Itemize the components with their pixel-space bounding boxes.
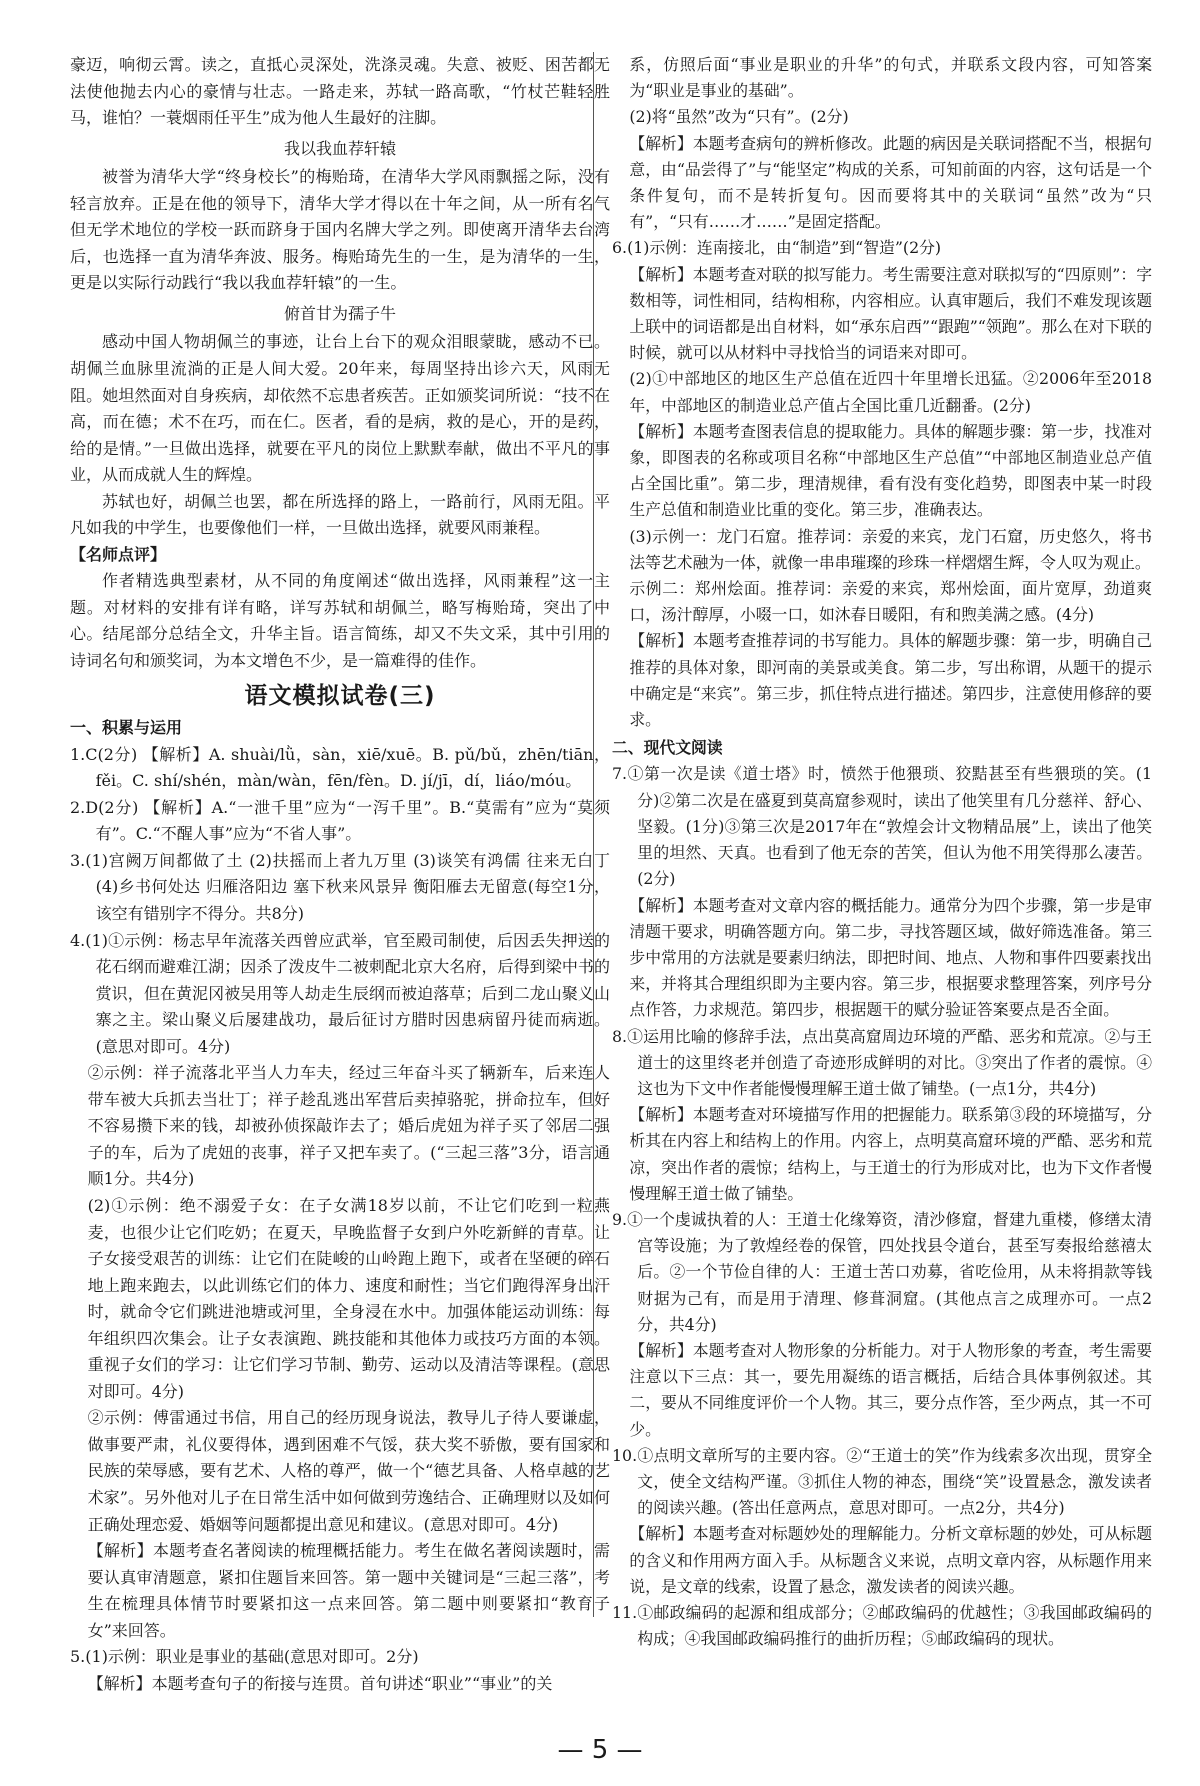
essay-paragraph: 苏轼也好，胡佩兰也罢，都在所选择的路上，一路前行，风雨无阻。平凡如我的中学生，也要像他们一样，一旦做出选择，就要风雨兼程。 bbox=[70, 491, 610, 538]
left-column bbox=[70, 52, 610, 1697]
analysis-text: 【解析】本题考查对环境描写作用的把握能力。联系第③段的环境描写，分析其在内容上和结构上的作用。内容上，点明莫高窟环境的严酷、恶劣和荒凉，突出作者的震惊；结构上，与王道士的行为形成对比，也为下文作者慢慢理解王道士做了铺垫。 bbox=[629, 1105, 1152, 1203]
answer-item: 6.(1)示例：连南接北，由“制造”到“智造”(2分) bbox=[612, 238, 942, 258]
analysis-text: 【解析】本题考查句子的衔接与连贯。首句讲述“职业”“事业”的关 bbox=[87, 1673, 553, 1693]
answer-item: 2.D(2分) 【解析】A.“一泄千里”应为“一泻千里”。B.“莫需有”应为“莫须有”。C.“不醒人事”应为“不省人事”。 bbox=[70, 797, 610, 844]
answer-item: (2)将“虽然”改为“只有”。(2分) bbox=[629, 107, 849, 127]
answer-item: 4.(1)①示例：杨志早年流落关西曾应武举，官至殿司制使，后因丢失押送的花石纲而避难江湖；因杀了泼皮牛二被刺配北京大名府，后得到梁中书的赏识，但在黄泥冈被吴用等人劫走生辰纲而被迫落草；后到二龙山聚义山寨之主。梁山聚义后屡建战功，最后征讨方腊时因患病留丹徒而病逝。(意思对即可。4分) bbox=[70, 930, 610, 1056]
answer-item: 1.C(2分) 【解析】A. shuài/lǜ，sàn，xiē/xuē。B. pǔ/bǔ，zhēn/tiān，fěi。C. shí/shén，màn/wàn，fēn/fèn。D. jí/jī，dí，liáo/móu。 bbox=[70, 744, 610, 791]
essay-paragraph: 感动中国人物胡佩兰的事迹，让台上台下的观众泪眼蒙眬，感动不已。胡佩兰血脉里流淌的正是人间大爱。20年来，每周坚持出诊六天，风雨无阻。她坦然面对自身疾病，却依然不忘患者疾苦。正如颁奖词所说：“技不在高，而在德；术不在巧，而在仁。医者，看的是病，救的是心，开的是药，给的是情。”一旦做出选择，就要在平凡的岗位上默默奉献，做出不平凡的事业，从而成就人生的辉煌。 bbox=[70, 332, 610, 485]
essay-intro: 豪迈，响彻云霄。读之，直抵心灵深处，洗涤灵魂。失意、被贬、困苦都无法使他抛去内心的豪情与壮志。一路走来，苏轼一路高歌，“竹杖芒鞋轻胜马，谁怕？一蓑烟雨任平生”成为他人生最好的注脚。 bbox=[70, 55, 610, 128]
analysis-text: 【解析】本题考查图表信息的提取能力。具体的解题步骤：第一步，找准对象，即图表的名称或项目名称“中部地区生产总值”“中部地区制造业总产值占全国比重”。第二步，理清规律，看有没有变化趋势，即图表中某一时段生产总值和制造业比重的变化。第三步，准确表达。 bbox=[629, 421, 1152, 520]
answer-item: 3.(1)宫阙万间都做了土 (2)扶摇而上者九万里 (3)谈笑有鸿儒 往来无白丁 (4)乡书何处达 归雁洛阳边 塞下秋来风景异 衡阳雁去无留意(每空1分，该空有错别字不得分。共8分) bbox=[70, 850, 610, 923]
answer-item: 5.(1)示例：职业是事业的基础(意思对即可。2分) bbox=[70, 1647, 419, 1667]
answer-item: (3)示例一：龙门石窟。推荐词：亲爱的来宾，龙门石窟，历史悠久，将书法等艺术融为一体，就像一串串璀璨的珍珠一样熠熠生辉，令人叹为观止。 bbox=[629, 526, 1152, 572]
section-heading-2: 二、现代文阅读 bbox=[612, 738, 723, 758]
answer-item: (2)①示例：绝不溺爱子女：在子女满18岁以前，不让它们吃到一粒燕麦，也很少让它们吃奶；在夏天，早晚监督子女到户外吃新鲜的青草。让子女接受艰苦的训练：让它们在陡峻的山岭跑上跑下，或者在坚硬的碎石地上跑来跑去，以此训练它们的体力、速度和耐性；当它们跑得浑身出汗时，就命令它们跳进池塘或河里，全身浸在水中。加强体能运动训练：每年组织四次集会。让子女表演跑、跳技能和其他体力或技巧方面的本领。重视子女们的学习：让它们学习节制、勤劳、运动以及清洁等课程。(意思对即可。4分) bbox=[87, 1195, 610, 1401]
analysis-text: 【解析】本题考查对文章内容的概括能力。通常分为四个步骤，第一步是审清题干要求，明确答题方向。第二步，寻找答题区域，做好筛选准备。第三步中常用的方法就是要素归纳法，即把时间、地点、人物和事件四要素找出来，并将其合理组织即为主要内容。第三步，根据要求整理答案，列序号分点作答，力求规范。第四步，根据题干的赋分验证答案要点是否全面。 bbox=[629, 895, 1152, 1020]
answer-item: ②示例：傅雷通过书信，用自己的经历现身说法，教导儿子待人要谦虚，做事要严肃，礼仪要得体，遇到困难不气馁，获大奖不骄傲，要有国家和民族的荣辱感，要有艺术、人格的尊严，做一个“德艺具备、人格卓越的艺术家”。另外他对儿子在日常生活中如何做到劳逸结合、正确理财以及如何正确处理恋爱、婚姻等问题都提出意见和建议。(意思对即可。4分) bbox=[87, 1408, 610, 1534]
analysis-text: 【解析】本题考查对联的拟写能力。考生需要注意对联拟写的“四原则”：字数相等，词性相同，结构相称，内容相应。认真审题后，我们不难发现该题上联中的词语都是出自材料，如“承东启西”“跟跑”“领跑”。那么在对下联的时候，就可以从材料中寻找恰当的词语来对即可。 bbox=[629, 264, 1152, 363]
section-heading-1: 一、积累与运用 bbox=[70, 718, 183, 738]
answer-item: 7.①第一次是读《道士塔》时，愤然于他猥琐、狡黠甚至有些猥琐的笑。(1分)②第二次是在盛夏到莫高窟参观时，读出了他笑里有几分慈祥、舒心、坚毅。(1分)③第三次是2017年在“敦煌会计文物精品展”上，读出了他笑里的坦然、天真。也看到了他无奈的苦笑，但认为他不用笑得那么凄苦。(2分) bbox=[612, 764, 1152, 889]
answer-item: 11.①邮政编码的起源和组成部分；②邮政编码的优越性；③我国邮政编码的构成；④我国邮政编码推行的曲折历程；⑤邮政编码的现状。 bbox=[612, 1602, 1152, 1649]
exam-title: 语文模拟试卷(三) bbox=[244, 682, 436, 709]
essay-subheading-1: 我以我血荐轩辕 bbox=[283, 138, 396, 158]
review-text: 作者精选典型素材，从不同的角度阐述“做出选择，风雨兼程”这一主题。对材料的安排有详有略，详写苏轼和胡佩兰，略写梅贻琦，突出了中心。结尾部分总结全文，升华主旨。语言简练，却又不失文采，其中引用的诗词名句和颁奖词，为本文增色不少，是一篇难得的佳作。 bbox=[70, 571, 610, 671]
review-label: 【名师点评】 bbox=[70, 544, 167, 564]
page-number: — 5 — bbox=[557, 1735, 643, 1765]
answer-item: 示例二：郑州烩面。推荐词：亲爱的来宾，郑州烩面，面片宽厚，劲道爽口，汤汁醇厚，小啜一口，如沐春日暖阳，有和煦美满之感。(4分) bbox=[629, 579, 1152, 625]
right-column bbox=[612, 52, 1152, 1652]
answer-item: ②示例：祥子流落北平当人力车夫，经过三年奋斗买了辆新车，后来连人带车被大兵抓去当壮丁；祥子趁乱逃出军营后卖掉骆驼，拼命拉车，但好不容易攒下来的钱，却被孙侦探敲诈去了；婚后虎妞为祥子买了邻居二强子的车，后为了虎妞的丧事，祥子又把车卖了。(“三起三落”3分，语言通顺1分。共4分) bbox=[87, 1063, 610, 1189]
answer-item: (2)①中部地区的地区生产总值在近四十年里增长迅猛。②2006年至2018年，中部地区的制造业总产值占全国比重几近翻番。(2分) bbox=[629, 369, 1152, 415]
answer-item: 9.①一个虔诚执着的人：王道士化缘筹资，清沙修窟，督建九重楼，修缮太清宫等设施；为了敦煌经卷的保管，四处找县令道台，甚至写奏报给慈禧太后。②一个节俭自律的人：王道士苦口劝募，省吃俭用，从未将捐款等钱财据为己有，而是用于清理、修葺洞窟。(其他点言之成理亦可。一点2分，共4分) bbox=[612, 1209, 1152, 1334]
answer-item: 10.①点明文章所写的主要内容。②“王道士的笑”作为线索多次出现，贯穿全文，使全文结构严谨。③抓住人物的神态，围绕“笑”设置悬念，激发读者的阅读兴趣。(答出任意两点，意思对即可。一点2分，共4分) bbox=[612, 1445, 1152, 1518]
analysis-text: 【解析】本题考查推荐词的书写能力。具体的解题步骤：第一步，明确自己推荐的具体对象，即河南的美景或美食。第二步，写出称谓，从题干的提示中确定是“来宾”。第三步，抓住特点进行描述。第四步，注意使用修辞的要求。 bbox=[629, 631, 1152, 730]
analysis-text: 【解析】本题考查对标题妙处的理解能力。分析文章标题的妙处，可从标题的含义和作用两方面入手。从标题含义来说，点明文章内容，从标题作用来说，是文章的线索，设置了悬念，激发读者的阅读兴趣。 bbox=[629, 1524, 1152, 1596]
analysis-text: 【解析】本题考查对人物形象的分析能力。对于人物形象的考查，考生需要注意以下三点：其一，要先用凝练的语言概括，后结合具体事例叙述。其二，要从不同维度评价一个人物。其三，要分点作答，至少两点，其一不可少。 bbox=[629, 1340, 1152, 1439]
essay-subheading-2: 俯首甘为孺子牛 bbox=[283, 303, 396, 323]
analysis-text: 系，仿照后面“事业是职业的升华”的句式，并联系文段内容，可知答案为“职业是事业的基础”。 bbox=[629, 55, 1152, 101]
analysis-text: 【解析】本题考查名著阅读的梳理概括能力。考生在做名著阅读题时，需要认真审清题意，紧扣住题旨来回答。第一题中关键词是“三起三落”，考生在梳理具体情节时要紧扣这一点来回答。第二题中则要紧扣“教育子女”来回答。 bbox=[87, 1541, 610, 1640]
analysis-text: 【解析】本题考查病句的辨析修改。此题的病因是关联词搭配不当，根据句意，由“品尝得了”与“能坚定”构成的关系，可知前面的内容，这句话是一个条件复句，而不是转折复句。因而要将其中的关联词“虽然”改为“只有”，“只有……才……”是固定搭配。 bbox=[629, 133, 1152, 232]
essay-paragraph: 被誉为清华大学“终身校长”的梅贻琦，在清华大学风雨飘摇之际，没有轻言放弃。正是在他的领导下，清华大学才得以在十年之间，从一所有名气但无学术地位的学校一跃而跻身于国内名牌大学之列。即使离开清华去台湾后，也选择一直为清华奔波、服务。梅贻琦先生的一生，是为清华的一生，更是以实际行动践行“我以我血荐轩辕”的一生。 bbox=[70, 167, 610, 293]
answer-item: 8.①运用比喻的修辞手法，点出莫高窟周边环境的严酷、恶劣和荒凉。②与王道士的这里终老并创造了奇迹形成鲜明的对比。③突出了作者的震惊。④这也为下文中作者能慢慢理解王道士做了铺垫。(一点1分，共4分) bbox=[612, 1026, 1152, 1098]
